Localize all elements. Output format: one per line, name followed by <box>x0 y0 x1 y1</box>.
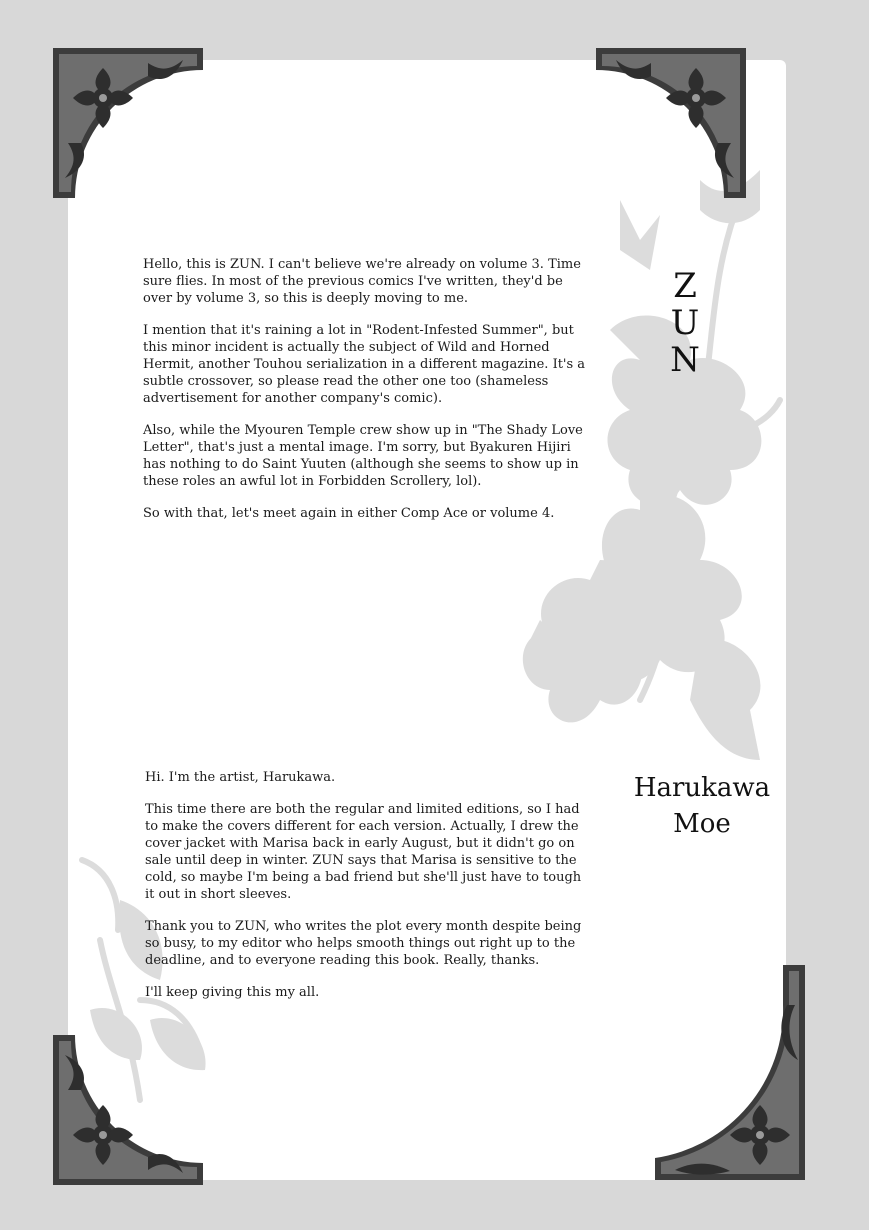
author-letter: N <box>670 340 700 380</box>
paragraph: This time there are both the regular and limited editions, so I had to make the covers different for each version. Actually, I drew the cover jacket with Marisa back in early August, but it didn't go on sale until deep in winter. ZUN says that Marisa is sensitive to the cold, so maybe I'm being a bad friend but she'll just have to tough it out in short sleeves. <box>145 802 582 902</box>
zun-afterword-text <box>143 256 593 537</box>
paragraph: Thank you to ZUN, who writes the plot every month despite being so busy, to my editor who helps smooth things out right up to the deadline, and to everyone reading this book. Really, thanks. <box>145 919 582 968</box>
corner-ornament-bottom-left <box>53 1035 203 1185</box>
paragraph: I'll keep giving this my all. <box>145 985 320 1000</box>
harukawa-afterword-text <box>145 769 585 1016</box>
author-name-line: Harukawa <box>633 773 771 803</box>
author-name-line: Moe <box>673 809 731 839</box>
corner-ornament-bottom-right <box>655 965 805 1180</box>
paragraph: Hello, this is ZUN. I can't believe we're already on volume 3. Time sure flies. In most of the previous comics I've written, they'd be over by volume 3, so this is deeply moving to me. <box>143 257 581 306</box>
corner-ornament-top-left <box>53 48 203 198</box>
author-letter: U <box>670 303 700 343</box>
author-name-harukawa-moe <box>612 770 792 842</box>
paragraph: So with that, let's meet again in either Comp Ace or volume 4. <box>143 506 555 521</box>
paragraph: I mention that it's raining a lot in "Rodent-Infested Summer", but this minor incident is actually the subject of Wild and Horned Hermit, another Touhou serialization in a different magazine. It's a subtle crossover, so please read the other one too (shameless advertisement for another company's comic). <box>143 323 586 406</box>
paragraph: Hi. I'm the artist, Harukawa. <box>145 770 336 785</box>
author-letter: Z <box>673 266 697 306</box>
author-name-zun <box>668 268 702 379</box>
corner-ornament-top-right <box>596 48 746 198</box>
paragraph: Also, while the Myouren Temple crew show up in "The Shady Love Letter", that's just a mental image. I'm sorry, but Byakuren Hijiri has nothing to do Saint Yuuten (although she seems to show up in these roles an awful lot in Forbidden Scrollery, lol). <box>143 423 583 489</box>
